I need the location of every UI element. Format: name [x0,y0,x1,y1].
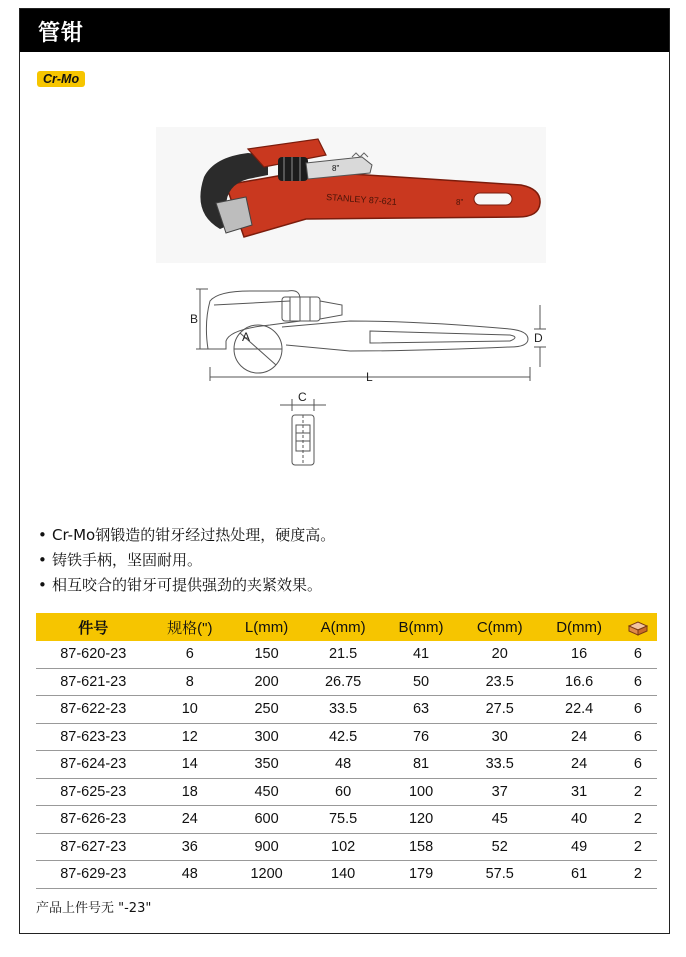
header-bar [20,9,669,52]
dim-b-label: B [190,312,199,326]
table-cell: 16.6 [539,668,618,696]
table-cell: 1200 [229,861,304,889]
table-cell: 48 [151,861,230,889]
pipe-wrench-photo [156,127,546,263]
dim-c-label: C [298,390,307,404]
dim-d-label: D [534,331,543,345]
table-cell: 12 [151,723,230,751]
product-card [19,8,670,934]
table-cell: 140 [304,861,382,889]
table-cell: 22.4 [539,696,618,724]
table-cell: 87-620-23 [36,641,151,668]
table-cell: 24 [539,751,618,779]
dim-l-label: L [366,370,373,381]
table-cell: 23.5 [460,668,539,696]
table-row [36,833,657,861]
feature-item: • 铸铁手柄，坚固耐用。 [36,548,335,573]
table-cell: 87-623-23 [36,723,151,751]
footnote: 产品上件号无 "-23" [36,901,152,916]
table-cell: 52 [460,833,539,861]
table-cell: 24 [151,806,230,834]
dimension-drawing [170,271,550,381]
table-row [36,641,657,668]
table-cell: 87-626-23 [36,806,151,834]
table-cell: 20 [460,641,539,668]
table-cell: 40 [539,806,618,834]
table-cell: 18 [151,778,230,806]
table-cell: 2 [619,806,657,834]
spec-table-header [36,613,657,641]
col-size: 规格(") [151,613,230,641]
table-cell: 14 [151,751,230,779]
table-cell: 37 [460,778,539,806]
table-cell: 41 [382,641,460,668]
table-cell: 158 [382,833,460,861]
table-cell: 30 [460,723,539,751]
brand-text: STANLEY 87-621 [325,192,398,207]
col-length: L(mm) [229,613,304,641]
table-cell: 26.75 [304,668,382,696]
table-cell: 16 [539,641,618,668]
table-row [36,778,657,806]
table-cell: 33.5 [460,751,539,779]
table-cell: 33.5 [304,696,382,724]
table-cell: 350 [229,751,304,779]
table-cell: 900 [229,833,304,861]
table-cell: 31 [539,778,618,806]
table-cell: 6 [619,751,657,779]
table-cell: 6 [151,641,230,668]
table-row [36,668,657,696]
col-box-qty [619,613,657,641]
col-a: A(mm) [304,613,382,641]
spec-table [36,613,657,889]
table-cell: 49 [539,833,618,861]
table-cell: 6 [619,668,657,696]
col-d: D(mm) [539,613,618,641]
feature-item: • 相互咬合的钳牙可提供强劲的夹紧效果。 [36,573,335,598]
table-cell: 87-629-23 [36,861,151,889]
page-title: 管钳 [38,21,85,46]
table-row [36,696,657,724]
table-cell: 63 [382,696,460,724]
table-cell: 87-624-23 [36,751,151,779]
table-cell: 50 [382,668,460,696]
table-cell: 200 [229,668,304,696]
table-cell: 250 [229,696,304,724]
table-cell: 87-621-23 [36,668,151,696]
table-cell: 102 [304,833,382,861]
table-cell: 61 [539,861,618,889]
table-cell: 450 [229,778,304,806]
table-cell: 87-625-23 [36,778,151,806]
table-cell: 2 [619,861,657,889]
table-cell: 42.5 [304,723,382,751]
table-cell: 120 [382,806,460,834]
table-cell: 8 [151,668,230,696]
feature-item: • Cr-Mo钢锻造的钳牙经过热处理，硬度高。 [36,523,335,548]
table-cell: 27.5 [460,696,539,724]
table-cell: 6 [619,641,657,668]
col-c: C(mm) [460,613,539,641]
table-row [36,723,657,751]
size-mark-2: 8" [456,198,464,207]
table-cell: 10 [151,696,230,724]
table-cell: 87-622-23 [36,696,151,724]
table-cell: 179 [382,861,460,889]
table-cell: 57.5 [460,861,539,889]
table-cell: 36 [151,833,230,861]
table-cell: 100 [382,778,460,806]
table-row [36,861,657,889]
table-cell: 76 [382,723,460,751]
material-badge: Cr-Mo [37,71,85,87]
table-row [36,806,657,834]
table-cell: 48 [304,751,382,779]
table-cell: 21.5 [304,641,382,668]
col-b: B(mm) [382,613,460,641]
dim-a-label: A [242,330,251,344]
size-mark-1: 8" [332,164,340,173]
box-icon [627,620,649,636]
table-cell: 75.5 [304,806,382,834]
table-cell: 600 [229,806,304,834]
table-cell: 24 [539,723,618,751]
table-cell: 150 [229,641,304,668]
table-cell: 2 [619,778,657,806]
table-cell: 300 [229,723,304,751]
col-part-number: 件号 [36,613,151,641]
table-cell: 6 [619,723,657,751]
table-cell: 45 [460,806,539,834]
table-cell: 2 [619,833,657,861]
table-cell: 81 [382,751,460,779]
table-cell: 87-627-23 [36,833,151,861]
feature-list [36,523,335,598]
table-row [36,751,657,779]
table-cell: 6 [619,696,657,724]
jaw-width-drawing [278,385,328,470]
table-cell: 60 [304,778,382,806]
